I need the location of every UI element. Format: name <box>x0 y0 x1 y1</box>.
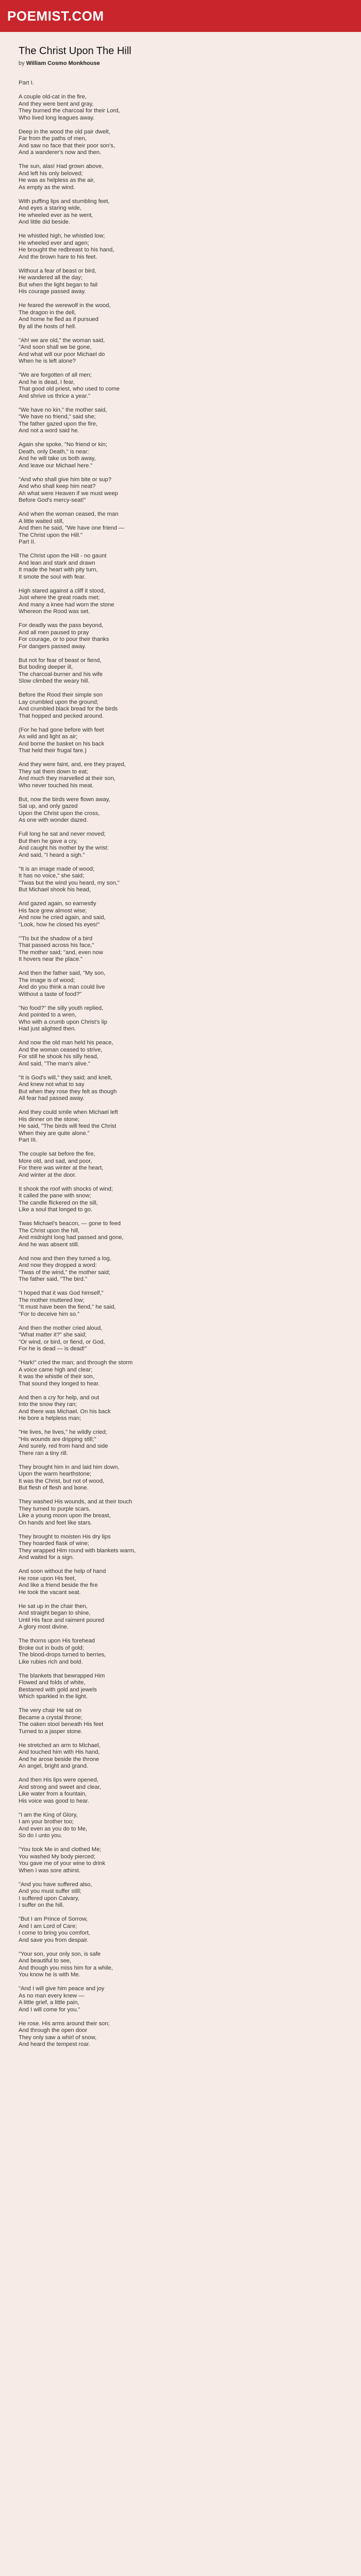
poem-line: They burned the charcoal for their Lord, <box>19 108 120 114</box>
poem-line: The candle flickered on the sill, <box>19 1199 98 1206</box>
poem-line: And left his only beloved; <box>19 170 83 177</box>
poem-line: "You took Me in and clothed Me; <box>19 1846 102 1853</box>
poem-line: The blood-drops turned to berries, <box>19 1652 106 1658</box>
poem-line: And now they dropped a word: <box>19 1262 97 1268</box>
poem-line: The mother said; "and, even now <box>19 949 103 956</box>
poem-line: And then the father said, "My son, <box>19 970 106 976</box>
poem-line: Deep in the wood the old pair dwelt, <box>19 128 110 135</box>
poem-line: And winter at the door. <box>19 1172 76 1178</box>
stanza <box>19 337 342 365</box>
poem-line: And you must suffer still; <box>19 1888 81 1894</box>
poem-line: Without a fear of beast or bird, <box>19 267 96 274</box>
poem-line: I suffered upon Calvary, <box>19 1895 79 1902</box>
poem-line: With puffing lips and stumbling feet, <box>19 198 110 205</box>
stanza <box>19 1005 342 1033</box>
poem-line: For deadly was the pass beyond, <box>19 622 104 629</box>
poem-line: For he is dead — is dead!" <box>19 1346 87 1352</box>
stanza <box>19 2021 342 2048</box>
poem-line: "It must have been the fiend," he said, <box>19 1304 116 1310</box>
stanza <box>19 1221 342 1248</box>
stanza <box>19 1395 342 1422</box>
poem-line: "Twas but the wind you heard, my son," <box>19 879 120 886</box>
poem-line: Death, only Death," is near: <box>19 448 89 455</box>
stanza <box>19 233 342 261</box>
poem-title: The Christ Upon The Hill <box>19 45 132 57</box>
poem-line: That good old priest, who used to come <box>19 386 120 392</box>
poem-line: And waited for a sign. <box>19 1554 74 1561</box>
poem-line: And they were bent and gray, <box>19 100 94 107</box>
poem-line: Part I. <box>19 80 34 86</box>
stanza <box>19 1568 342 1596</box>
poem-line: It called the pane with snow; <box>19 1193 91 1199</box>
stanza <box>19 1777 342 1805</box>
poem-line: "And soon shall we be gone, <box>19 344 92 350</box>
poem-line: They hoarded flask of wine; <box>19 1540 89 1547</box>
poem-line: He sat up in the chair then, <box>19 1603 88 1609</box>
poem-line: Lay crumbled upon the ground; <box>19 699 99 705</box>
poem-line: A little waited still, <box>19 518 64 524</box>
poem-line: A couple old-cat in the fire, <box>19 94 87 100</box>
poem-line: "Ah! we are old," the woman said, <box>19 337 105 344</box>
stanza <box>19 1256 342 1283</box>
stanza <box>19 1186 342 1214</box>
poem-line: I come to bring you comfort, <box>19 1930 90 1936</box>
poem-line: And they were faint, and, ere they prayed, <box>19 761 126 768</box>
poem-line: He said, "The birds will feed the Christ <box>19 1123 117 1129</box>
poem-line: And I am Lord of Care; <box>19 1923 77 1929</box>
poem-line: He wheeled ever as he went, <box>19 212 93 218</box>
poem-line: That passed across his face," <box>19 942 94 948</box>
poem-line: "And you have suffered also, <box>19 1881 92 1888</box>
poem-line: They wrapped Him round with blankets warm, <box>19 1547 136 1554</box>
poem-line: They turned to purple scars, <box>19 1505 91 1512</box>
poem-line: For courage, or to pour their thanks <box>19 636 109 642</box>
poem-line: It was the whistle of their son, <box>19 1374 94 1380</box>
stanza <box>19 372 342 400</box>
poem-line: "And I will give him peace and joy <box>19 1986 105 1992</box>
stanza <box>19 302 342 330</box>
poem-line: And like a friend beside the fire <box>19 1582 98 1588</box>
poem-line: And all men paused to pray <box>19 629 89 636</box>
stanza <box>19 80 342 87</box>
poem-line: And do you think a man could live <box>19 984 105 990</box>
poem-line: Became a crystal throne; <box>19 1714 83 1721</box>
poem-line: The mother muttered low; <box>19 1297 85 1303</box>
stanza <box>19 1040 342 1067</box>
poem-line: He whistled high, he whistled low; <box>19 233 105 239</box>
stanza <box>19 1360 342 1387</box>
poem-line: "Or wind, or bird, or fiend, or God, <box>19 1338 105 1345</box>
stanza <box>19 1812 342 1840</box>
poem-line: And shrive us thrice a year." <box>19 393 90 399</box>
poem-line: And the woman ceased to strive, <box>19 1046 103 1053</box>
poem-line: It made the heart with pity turn, <box>19 567 98 573</box>
poem-line: Again she spoke, "No friend or kin; <box>19 442 107 448</box>
poem-line: And leave our Michael here." <box>19 462 93 469</box>
poem-line: The dragon in the dell, <box>19 309 76 316</box>
poem-line: You know he is with Me. <box>19 1972 80 1978</box>
poem-line: The Christ upon the hill, <box>19 1227 80 1234</box>
poem-line: And then His lips were opened, <box>19 1777 99 1783</box>
poem-line: And surely, red from hand and side <box>19 1443 108 1449</box>
poem-line: "We have no friend," said she; <box>19 414 96 420</box>
poem-line: All fear had passed away. <box>19 1095 85 1101</box>
poem-line: And now he cried again, and said, <box>19 914 106 921</box>
poem-line: And eyes a staring wide, <box>19 205 81 211</box>
poem-line: And then he said, "We have one friend — <box>19 525 125 531</box>
poem-line: He bore a helpless man; <box>19 1415 81 1421</box>
poem-line: By all the hosts of hell. <box>19 323 76 330</box>
stanza <box>19 1986 342 2013</box>
poem-line: And when the woman ceased, the man <box>19 511 119 517</box>
poem-line: It has no voice," she said; <box>19 873 85 879</box>
poem-line: And save you from despair. <box>19 1937 89 1943</box>
stanza <box>19 588 342 616</box>
stanza <box>19 1742 342 1770</box>
poem-line: And said, "The man's alive." <box>19 1060 90 1067</box>
poem-line: And even as you do to Me, <box>19 1825 88 1832</box>
poem-line: As one with wonder dazed. <box>19 817 88 823</box>
poem-line: "For to deceive him so." <box>19 1311 79 1317</box>
poem-line: The father gazed upon the fire, <box>19 420 97 427</box>
poem-line: "And who shall give him bite or sup? <box>19 476 111 483</box>
poem-line: (For he had gone before with feet <box>19 726 104 733</box>
poem-line: The father said, "The bird." <box>19 1276 87 1282</box>
poem-line: You gave me of your wine to drink <box>19 1860 106 1867</box>
poem-line: And a wanderer's now and then. <box>19 149 102 156</box>
poem-line: And saw no face that their poor son's, <box>19 142 115 149</box>
stanza <box>19 831 342 859</box>
poem-line: Part III. <box>19 1137 38 1143</box>
poem-line: When they are quite alone." <box>19 1130 90 1137</box>
poem-line: And little did beside. <box>19 219 71 225</box>
poem-line: You washed My body pierced; <box>19 1853 95 1860</box>
poem-line: And caught his mother by the wrist: <box>19 845 109 851</box>
poem-page <box>0 32 361 2048</box>
poem-line: And there was Michael. On his back <box>19 1408 111 1415</box>
poem-line: I am your brother too; <box>19 1819 74 1825</box>
poem-line: But then he gave a cry, <box>19 838 78 844</box>
stanza <box>19 1951 342 1979</box>
poem-line: And he arose beside the throne <box>19 1756 100 1762</box>
poem-line: There ran a tiny rill. <box>19 1450 68 1456</box>
poem-line: And said, "I heard a sigh." <box>19 852 85 858</box>
poem-line: I suffer on the hill. <box>19 1902 64 1908</box>
stanza <box>19 970 342 998</box>
poem-line: "No food?" the silly youth replied, <box>19 1005 104 1011</box>
poem-line: It shook the roof with shocks of wind; <box>19 1185 113 1192</box>
poem-line: He wheeled ever and agen; <box>19 240 89 246</box>
poem-line: And midnight long had passed and gone, <box>19 1234 124 1241</box>
stanza <box>19 761 342 789</box>
poem-line: They only saw a whirl of snow, <box>19 2034 97 2041</box>
stanza <box>19 1429 342 1457</box>
poem-line: The blankets that bewrapped Him <box>19 1672 105 1679</box>
stanza <box>19 1707 342 1735</box>
poem-line: For there was winter at the heart, <box>19 1165 104 1171</box>
poem-line: And now and then they turned a log, <box>19 1255 111 1262</box>
poem-line: But flesh of flesh and bone. <box>19 1485 89 1491</box>
poem-line: That held their frugal fare.) <box>19 748 87 754</box>
stanza <box>19 727 342 755</box>
poem-line: The Christ upon the Hill." <box>19 532 83 538</box>
poem-line: As no man every knew — <box>19 1992 85 1999</box>
poem-line: Part II. <box>19 539 36 545</box>
poem-line: But not for fear of beast or fiend, <box>19 657 102 664</box>
poem-line: And he will take us both away, <box>19 455 96 462</box>
poem-line: Far from the paths of men, <box>19 135 87 142</box>
poem-line: Sat up, and only gazed <box>19 803 78 809</box>
stanza <box>19 477 342 504</box>
poem-line: On hands and feet like stars. <box>19 1519 92 1526</box>
poem-line: And crumbled black bread for the birds <box>19 706 118 712</box>
poem-line: Like rubies rich and bold. <box>19 1658 83 1665</box>
poem-line: And through the open door <box>19 2027 88 2033</box>
stanza <box>19 407 342 435</box>
poem-line: And lean and stark and drawn <box>19 560 95 566</box>
poem-line: And the brown hare to his feet. <box>19 253 97 260</box>
poem-line: He rose upon His feet, <box>19 1575 76 1582</box>
poem-line: "Look, how he closed his eyes!" <box>19 921 100 928</box>
poem-line: A voice came high and clear; <box>19 1366 93 1373</box>
poem-line: Upon the warm hearthstone; <box>19 1471 92 1477</box>
stanza <box>19 1882 342 1909</box>
stanza <box>19 1464 342 1492</box>
stanza <box>19 163 342 191</box>
poem-line: For dangers passed away. <box>19 643 87 650</box>
stanza <box>19 622 342 650</box>
poem-line: "Hark!" cried the man; and through the storm <box>19 1360 133 1366</box>
stanza <box>19 1499 342 1527</box>
poem-line: So do I unto you. <box>19 1833 62 1839</box>
poem-line: Twas Michael's beacon, — gone to feed <box>19 1221 121 1227</box>
poem-line: And not a word said he. <box>19 428 79 434</box>
poem-line: Whereon the Rood was set. <box>19 608 90 615</box>
poem-line: Who never touched his meat. <box>19 782 94 789</box>
stanza <box>19 198 342 226</box>
stanza <box>19 129 342 157</box>
poem-line: "I am the King of Glory, <box>19 1811 78 1818</box>
poem-line: Just where the great roads met; <box>19 595 100 601</box>
poem-line: And now the old man held his peace, <box>19 1040 113 1046</box>
stanza <box>19 1109 342 1144</box>
poem-line: The charcoal-burner and his wife <box>19 671 103 677</box>
poem-line: And what will our poor Michael do <box>19 351 105 358</box>
stanza <box>19 442 342 469</box>
poem-line: High stared against a cliff it stood, <box>19 587 105 594</box>
stanza <box>19 1325 342 1353</box>
poem-line: And though you miss him for a while, <box>19 1964 113 1971</box>
poem-line: His face grew almost wise; <box>19 907 87 914</box>
poem-line: He feared the werewolf in the wood, <box>19 302 111 309</box>
stanza <box>19 1290 342 1318</box>
poem-line: He wandered all the day; <box>19 275 83 281</box>
poem-line: "But I am Prince of Sorrow, <box>19 1916 88 1922</box>
poem-line: That sound they longed to hear. <box>19 1380 100 1387</box>
poem-line: And he was absent still. <box>19 1241 79 1248</box>
poem-line: "It is an image made of wood; <box>19 866 94 872</box>
poem-line: The image is of wood; <box>19 977 75 984</box>
poem-line: "His wounds are dripping still;" <box>19 1436 96 1443</box>
poem-line: Like a soul that longed to go. <box>19 1207 93 1213</box>
poem-line: "I hoped that it was God himself," <box>19 1290 104 1296</box>
poem-line: Before God's mercy-seat!" <box>19 497 86 503</box>
poem-line: For still he shook his silly head, <box>19 1054 99 1060</box>
stanza <box>19 1673 342 1701</box>
poem-line: His dinner on the stone; <box>19 1116 80 1123</box>
poem-line: "We are forgotten of all men; <box>19 372 92 378</box>
stanza <box>19 692 342 720</box>
poem-line: "We have no kin," the mother said, <box>19 406 107 413</box>
stanza <box>19 1916 342 1944</box>
poem-line: Upon the Christ upon the cross, <box>19 810 100 817</box>
poem-line: The thorns upon His forehead <box>19 1638 95 1644</box>
stanza <box>19 866 342 894</box>
poem-line: Into the snow they ran; <box>19 1401 77 1408</box>
poem-line: The oaken stool beneath His feet <box>19 1721 104 1727</box>
poem-line: They sat them down to eat; <box>19 768 88 775</box>
poem-line: And home he fled as if pursued <box>19 316 99 323</box>
poem-line: And beautiful to see, <box>19 1958 72 1964</box>
poem-line: Had just alighted then. <box>19 1026 76 1032</box>
poem-line: A glory most divine. <box>19 1624 69 1630</box>
stanza <box>19 268 342 296</box>
poem-line: Who lived long leagues away. <box>19 114 95 121</box>
poem-line: Who with a crumb upon Christ's lip <box>19 1019 107 1025</box>
poem-line: And heard the tempest roar. <box>19 2041 90 2047</box>
poem-line: He brought the redbreast to his hand, <box>19 247 114 253</box>
site-logo[interactable]: POEMIST.COM <box>7 8 104 24</box>
poem-line: But when the light began to fail <box>19 281 98 288</box>
poem-line: And pointed to a wren, <box>19 1012 76 1018</box>
poem-line: Which sparkled in the light. <box>19 1693 88 1700</box>
poem-line: It was the Christ, but not of wood, <box>19 1478 105 1484</box>
poem-line: And many a knee had worn the stone <box>19 601 114 608</box>
poem-line: Flowed and folds of white, <box>19 1680 86 1686</box>
poem-line: But, now the birds were flown away, <box>19 796 110 803</box>
stanza <box>19 553 342 581</box>
poem-line: They brought him in and laid him down, <box>19 1464 120 1470</box>
poem-line: He took the vacant seat. <box>19 1589 81 1596</box>
poem-line: Like water from a fountain, <box>19 1791 87 1797</box>
author-link[interactable]: William Cosmo Monkhouse <box>26 60 100 66</box>
poem-line: "It is God's will," they said; and knelt, <box>19 1074 112 1081</box>
poem-line: It smote the soul with fear. <box>19 573 86 580</box>
stanza <box>19 1534 342 1562</box>
poem-line: But boding deeper ill, <box>19 664 73 670</box>
poem-line: He rose. His arms around their son; <box>19 2020 110 2027</box>
poem-line: When I was sore athirst. <box>19 1867 80 1874</box>
stanza <box>19 1846 342 1874</box>
poem-line: And borne the basket on his back <box>19 740 105 747</box>
poem-line: "'Tis but the shadow of a bird <box>19 935 93 942</box>
poem-line: Without a taste of food?" <box>19 991 82 997</box>
poem-line: The couple sat before the fire, <box>19 1151 95 1157</box>
poem-line: They brought to moisten His dry lips <box>19 1533 111 1540</box>
poem-line: His courage passed away. <box>19 289 86 295</box>
stanza <box>19 94 342 122</box>
byline-prefix: by <box>19 60 25 66</box>
stanza <box>19 1151 342 1179</box>
poem-line: And touched him with His hand, <box>19 1749 100 1755</box>
stanza <box>19 511 342 546</box>
poem-line: "Twas of the wind," the mother said; <box>19 1269 110 1276</box>
stanza <box>19 657 342 685</box>
poem-line: And much they marvelled at their son, <box>19 775 116 782</box>
poem-line: "He lives, he lives," he wildly cried; <box>19 1429 107 1435</box>
poem-line: Turned to a jasper stone. <box>19 1728 83 1735</box>
poem-line: An angel, bright and grand. <box>19 1763 88 1769</box>
poem-line: And then the mother cried aloud, <box>19 1325 103 1331</box>
poem-line: And straight began to shine, <box>19 1610 91 1616</box>
stanza <box>19 936 342 963</box>
poem-body <box>19 80 342 2048</box>
poem-line: Before the Rood their simple son <box>19 692 103 698</box>
poem-line: Full long he sat and never moved; <box>19 831 106 837</box>
poem-line: As empty as the wind. <box>19 184 75 191</box>
poem-line: And strong and sweet and clear, <box>19 1784 101 1790</box>
poem-line: Ah what were Heaven if we must weep <box>19 490 118 497</box>
poem-line: His voice was good to hear. <box>19 1798 89 1804</box>
poem-line: And gazed again, so earnestly <box>19 901 96 907</box>
poem-line: That hopped and pecked around. <box>19 713 104 719</box>
poem-line: And knew not what to say <box>19 1081 85 1088</box>
stanza <box>19 901 342 928</box>
poem-line: And who shall keep him neat? <box>19 483 96 489</box>
poem-line: But Michael shook his head, <box>19 887 91 893</box>
poem-line: But when they rose they felt as though <box>19 1088 117 1095</box>
poem-line: More old, and sad, and poor, <box>19 1158 92 1164</box>
poem-line: Like a young moon upon the breast, <box>19 1513 111 1519</box>
poem-line: It hovers near the place." <box>19 956 83 962</box>
poem-line: The very chair He sat on <box>19 1707 81 1714</box>
site-header <box>0 0 361 32</box>
poem-line: As wild and light as air; <box>19 734 78 740</box>
stanza <box>19 1075 342 1103</box>
poem-line: And I will come for you." <box>19 2006 80 2013</box>
byline <box>19 60 342 66</box>
stanza <box>19 796 342 824</box>
poem-line: "What matter it?" she said; <box>19 1332 87 1338</box>
poem-line: The Christ upon the Hill - no gaunt <box>19 553 107 559</box>
stanza <box>19 1603 342 1631</box>
poem-line: Broke out in buds of gold; <box>19 1645 84 1651</box>
poem-line: And he is dead, I fear, <box>19 379 75 385</box>
poem-line: They washed His wounds, and at their touch <box>19 1499 133 1505</box>
poem-line: Slow climbed the weary hill. <box>19 678 90 684</box>
poem-line: And they could smile when Michael left <box>19 1109 118 1115</box>
poem-line: And then a cry for help, and out <box>19 1394 100 1401</box>
poem-line: The sun, alas! Had grown above, <box>19 163 104 170</box>
poem-line: He stretched an arm to Michael, <box>19 1742 101 1749</box>
poem-line: And soon without the help of hand <box>19 1568 106 1574</box>
stanza <box>19 1638 342 1666</box>
poem-line: "Your son, your only son, is safe <box>19 1951 101 1957</box>
poem-line: He was as helpless as the air, <box>19 177 95 183</box>
poem-line: A little grief, a little pain, <box>19 1999 79 2006</box>
poem-line: Until His face and raiment poured <box>19 1617 105 1623</box>
poem-line: Bestarred with gold and jewels <box>19 1686 97 1693</box>
poem-line: When he is left alone? <box>19 358 76 364</box>
